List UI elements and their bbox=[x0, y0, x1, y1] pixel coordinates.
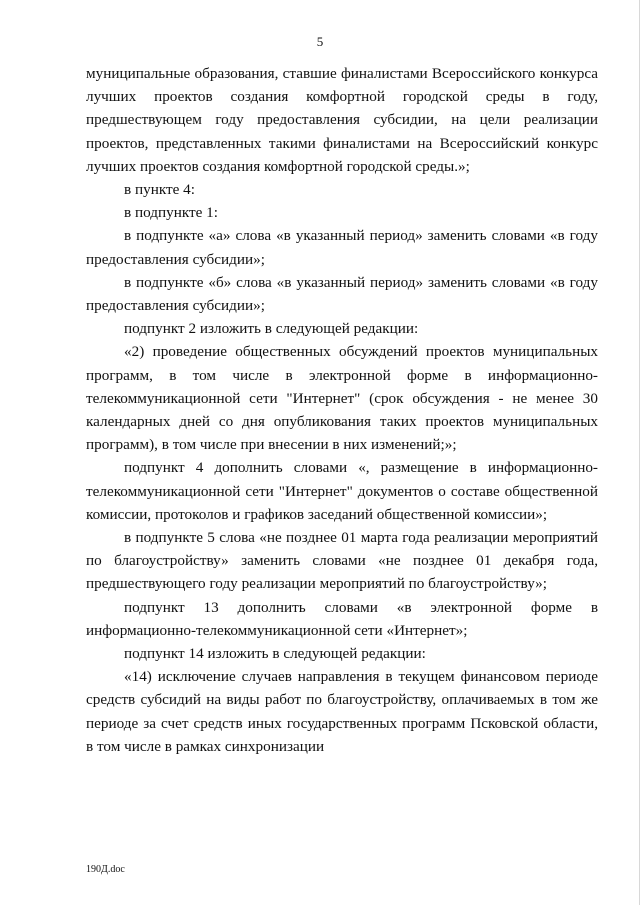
paragraph-3: в подпункте 1: bbox=[124, 204, 218, 222]
paragraph-12: «14) исключение случаев направления в текущем финансовом периоде средств субсидий на виды работ по благоустройству, оплачиваемых в том же периоде за счет средств иных государственных программ Псковской области, в том числе в рамках синхронизации bbox=[86, 668, 598, 755]
paragraph-10: подпункт 13 дополнить словами «в электронной форме в информационно-телекоммуникационной сети «Интернет»; bbox=[86, 598, 598, 639]
paragraph-11: подпункт 14 изложить в следующей редакции: bbox=[124, 645, 426, 663]
paragraph-2: в пункте 4: bbox=[124, 181, 195, 199]
footer-filename: 190Д.doc bbox=[86, 864, 125, 875]
paragraph-1: муниципальные образования, ставшие финалистами Всероссийского конкурса лучших проектов создания комфортной городской среды в году, предшествующем году предоставления субсидии, на цели реализации проектов, представленных такими финалистами на Всероссийский конкурс лучших проектов создания комфортной городской среды.»; bbox=[86, 65, 598, 175]
paragraph-5: в подпункте «б» слова «в указанный период» заменить словами «в году предоставления субсидии»; bbox=[86, 273, 598, 315]
paragraph-4: в подпункте «а» слова «в указанный период» заменить словами «в году предоставления субсидии»; bbox=[86, 227, 598, 268]
paragraph-6: подпункт 2 изложить в следующей редакции: bbox=[124, 320, 419, 338]
document-body bbox=[86, 62, 598, 758]
paragraph-7: «2) проведение общественных обсуждений проектов муниципальных программ, в том числе в электронной форме в информационно-телекоммуникационной сети "Интернет" (срок обсуждения - не менее 30 календарных дней со дня опубликования таких проектов муниципальных программ), в том числе при внесении в них изменений;»; bbox=[86, 343, 598, 454]
paragraph-9: в подпункте 5 слова «не позднее 01 марта года реализации мероприятий по благоустройству» заменить словами «не позднее 01 декабря года, предшествующего году реализации мероприятий по благоустройству»; bbox=[86, 529, 598, 593]
page-number: 5 bbox=[316, 34, 324, 49]
paragraph-8: подпункт 4 дополнить словами «, размещение в информационно-телекоммуникационной сети "Интернет" документов о составе общественной комиссии, протоколов и графиков заседаний общественной комиссии»; bbox=[86, 459, 598, 523]
